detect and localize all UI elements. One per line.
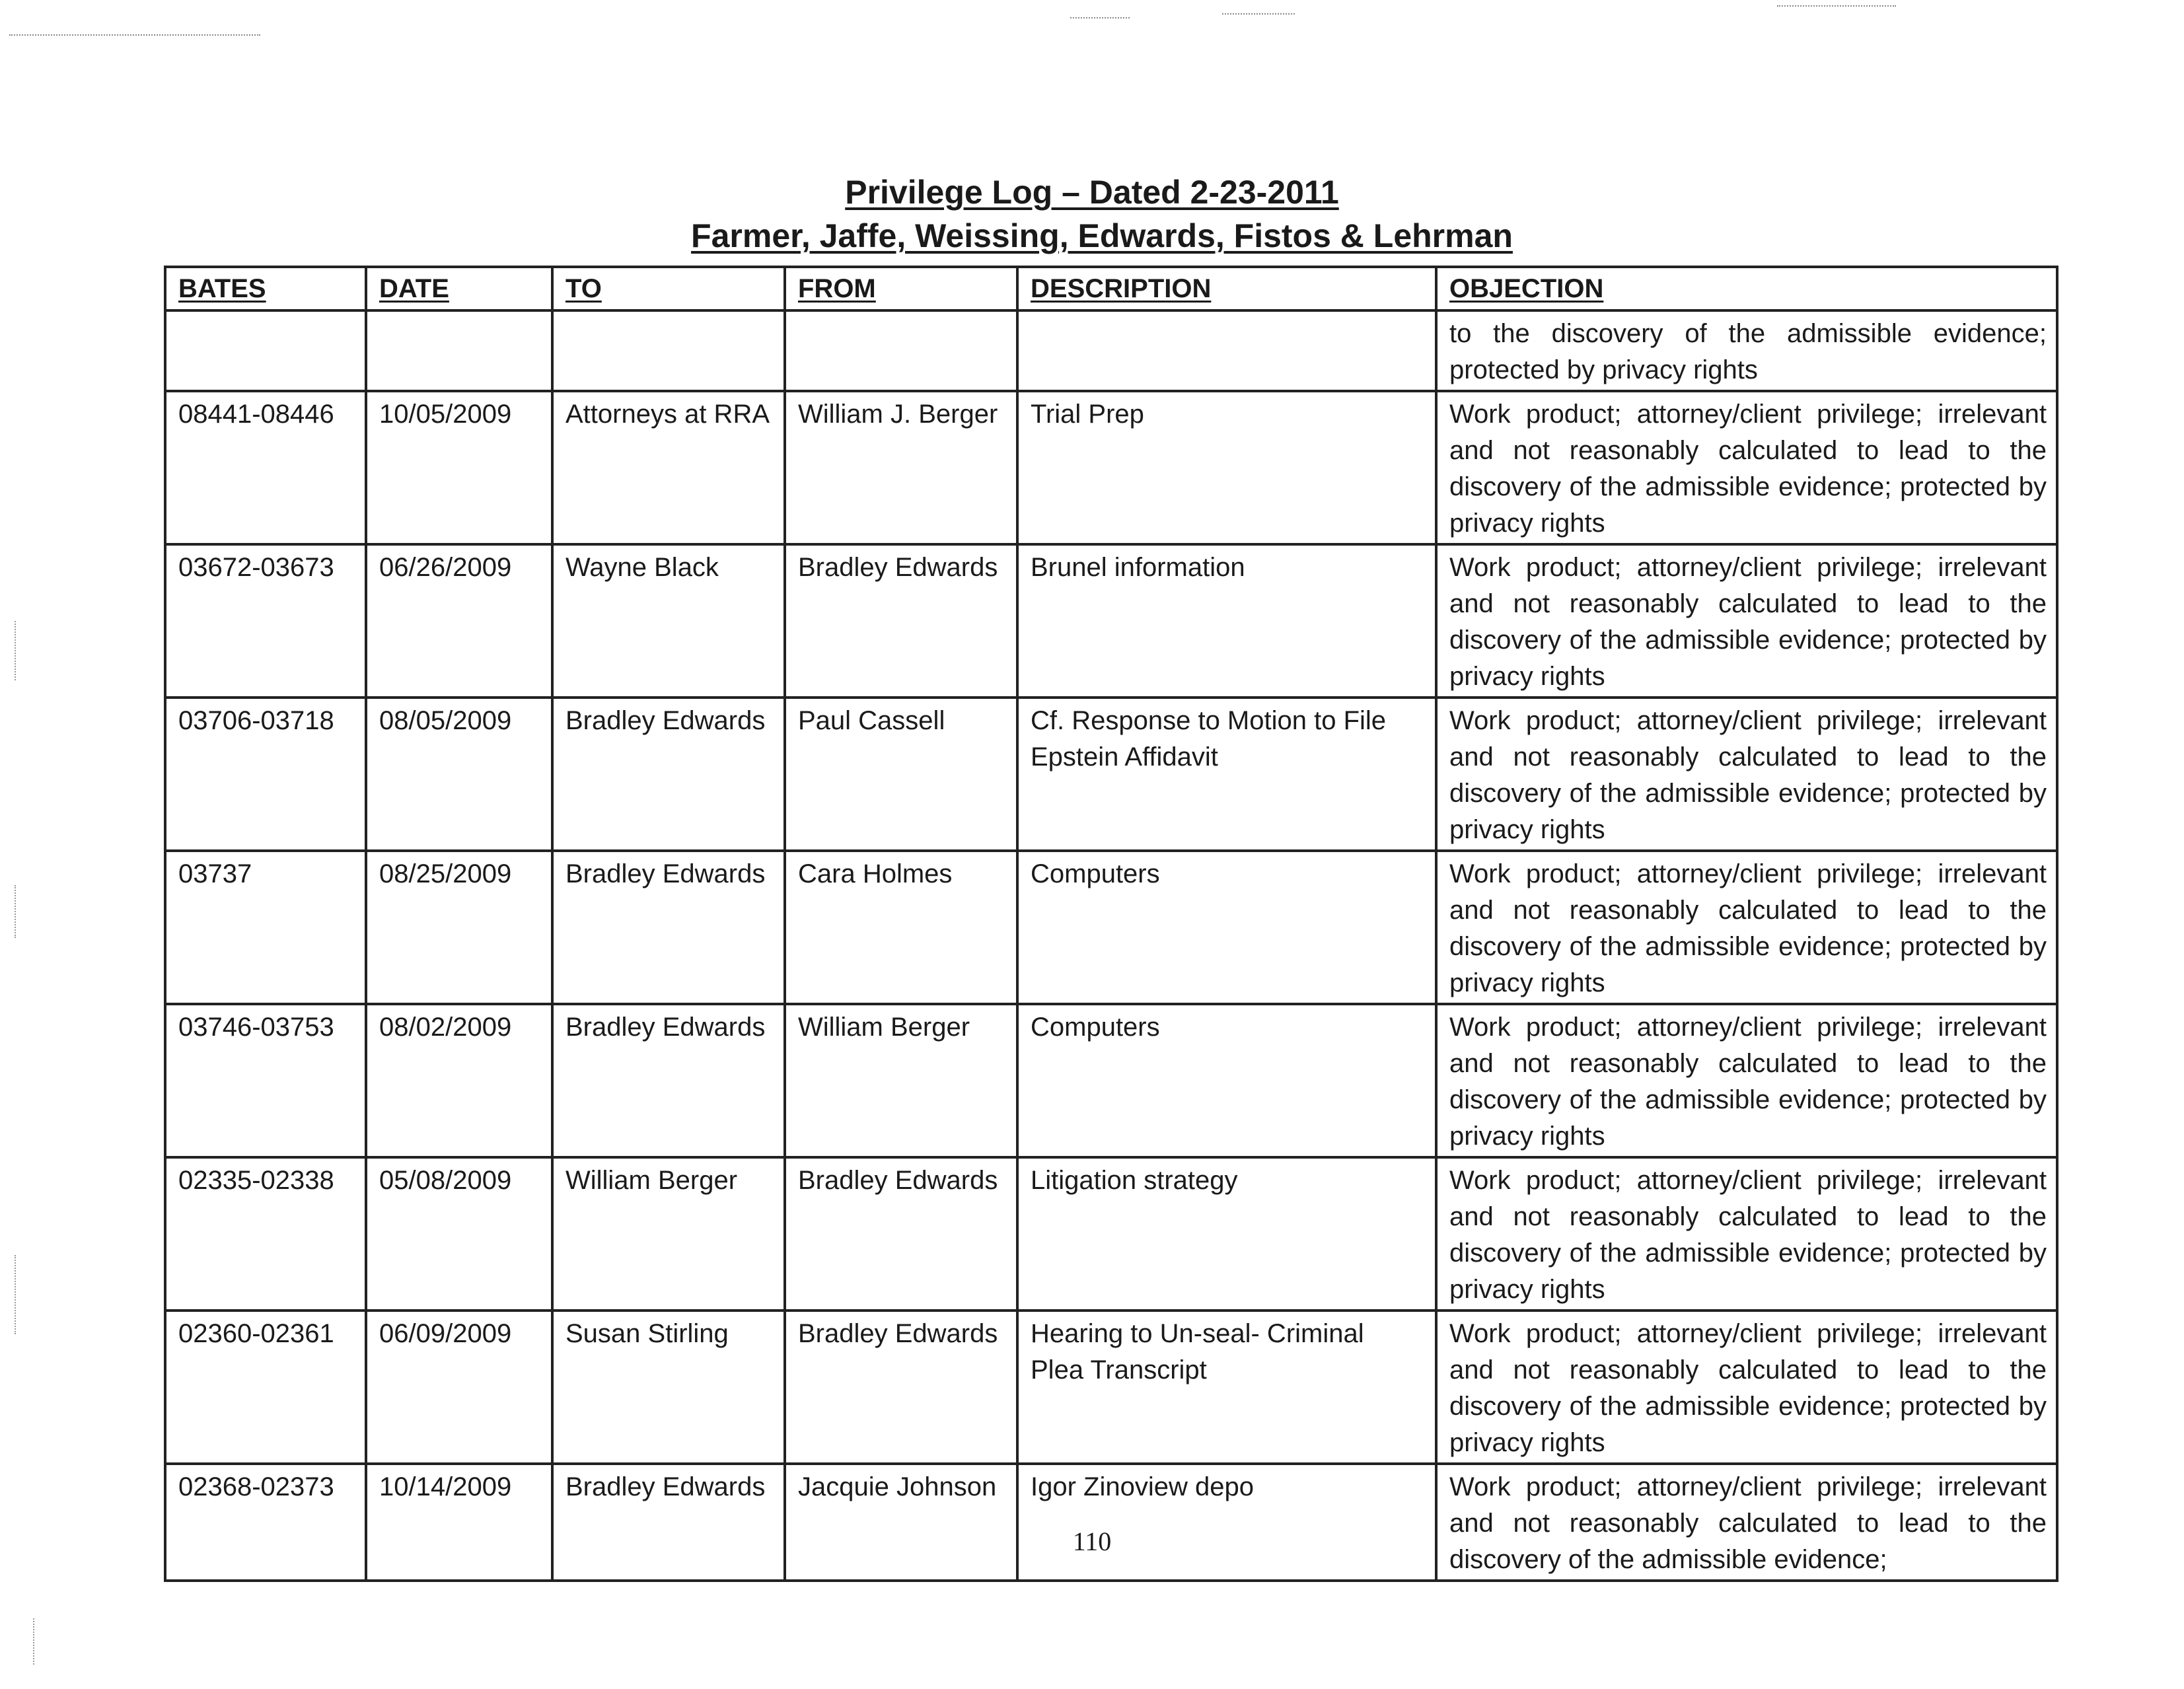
document-title xyxy=(0,170,2184,258)
scan-artifact xyxy=(1070,17,1130,18)
scan-artifact xyxy=(15,621,16,680)
cell-to: Attorneys at RRA xyxy=(552,391,785,544)
cell-description: Hearing to Un-seal- Criminal Plea Transcript xyxy=(1017,1311,1436,1464)
cell-to: Susan Stirling xyxy=(552,1311,785,1464)
table-row xyxy=(165,1004,2057,1157)
column-header-description: DESCRIPTION xyxy=(1017,267,1436,310)
table-row xyxy=(165,391,2057,544)
cell-date: 08/05/2009 xyxy=(366,698,552,851)
page-number: 110 xyxy=(1072,1527,1112,1556)
cell-date: 10/05/2009 xyxy=(366,391,552,544)
cell-objection: Work product; attorney/client privilege; irrelevant and not reasonably calculated to lead to the discovery of the admissible evidence; protected by privacy rights xyxy=(1436,851,2057,1004)
cell-description: Litigation strategy xyxy=(1017,1157,1436,1311)
cell-bates: 03706-03718 xyxy=(165,698,366,851)
column-header-to: TO xyxy=(552,267,785,310)
title-line-2: Farmer, Jaffe, Weissing, Edwards, Fistos & Lehrman xyxy=(691,217,1513,254)
scan-artifact xyxy=(1777,5,1896,7)
cell-description: Computers xyxy=(1017,851,1436,1004)
title-line-1: Privilege Log – Dated 2-23-2011 xyxy=(845,174,1339,211)
scan-artifact xyxy=(1222,13,1295,15)
cell-bates: 02360-02361 xyxy=(165,1311,366,1464)
privilege-log-table xyxy=(164,266,2058,1582)
table-row-continuation xyxy=(165,310,2057,391)
cell-description xyxy=(1017,310,1436,391)
cell-to: Bradley Edwards xyxy=(552,851,785,1004)
cell-objection: Work product; attorney/client privilege; irrelevant and not reasonably calculated to lead to the discovery of the admissible evidence; protected by privacy rights xyxy=(1436,1004,2057,1157)
cell-from: Paul Cassell xyxy=(785,698,1017,851)
cell-bates xyxy=(165,310,366,391)
column-header-bates: BATES xyxy=(165,267,366,310)
cell-objection: Work product; attorney/client privilege; irrelevant and not reasonably calculated to lead to the discovery of the admissible evidence; protected by privacy rights xyxy=(1436,544,2057,698)
cell-from: Jacquie Johnson xyxy=(785,1464,1017,1581)
cell-date: 06/09/2009 xyxy=(366,1311,552,1464)
cell-date: 06/26/2009 xyxy=(366,544,552,698)
cell-to xyxy=(552,310,785,391)
cell-to: Bradley Edwards xyxy=(552,698,785,851)
table-row xyxy=(165,1464,2057,1581)
cell-objection: Work product; attorney/client privilege; irrelevant and not reasonably calculated to lead to the discovery of the admissible evidence; protected by privacy rights xyxy=(1436,1157,2057,1311)
cell-bates: 02335-02338 xyxy=(165,1157,366,1311)
scan-artifact xyxy=(9,34,260,36)
cell-bates: 03672-03673 xyxy=(165,544,366,698)
cell-objection: Work product; attorney/client privilege; irrelevant and not reasonably calculated to lead to the discovery of the admissible evidence; protected by privacy rights xyxy=(1436,698,2057,851)
scan-artifact xyxy=(15,1255,16,1334)
cell-date xyxy=(366,310,552,391)
cell-from: Bradley Edwards xyxy=(785,1311,1017,1464)
cell-date: 08/25/2009 xyxy=(366,851,552,1004)
cell-to: Bradley Edwards xyxy=(552,1464,785,1581)
table-row xyxy=(165,698,2057,851)
cell-date: 05/08/2009 xyxy=(366,1157,552,1311)
cell-date: 08/02/2009 xyxy=(366,1004,552,1157)
cell-objection: Work product; attorney/client privilege; irrelevant and not reasonably calculated to lead to the discovery of the admissible evidence; protected by privacy rights xyxy=(1436,1311,2057,1464)
cell-bates: 03737 xyxy=(165,851,366,1004)
cell-from xyxy=(785,310,1017,391)
cell-description: Brunel information xyxy=(1017,544,1436,698)
cell-objection: Work product; attorney/client privilege; irrelevant and not reasonably calculated to lead to the discovery of the admissible evidence; xyxy=(1436,1464,2057,1581)
cell-to: Bradley Edwards xyxy=(552,1004,785,1157)
column-header-date: DATE xyxy=(366,267,552,310)
cell-objection: to the discovery of the admissible evidence; protected by privacy rights xyxy=(1436,310,2057,391)
table-row xyxy=(165,851,2057,1004)
cell-from: Bradley Edwards xyxy=(785,1157,1017,1311)
cell-description: Cf. Response to Motion to File Epstein Affidavit xyxy=(1017,698,1436,851)
cell-bates: 02368-02373 xyxy=(165,1464,366,1581)
cell-from: William Berger xyxy=(785,1004,1017,1157)
cell-to: William Berger xyxy=(552,1157,785,1311)
cell-from: Cara Holmes xyxy=(785,851,1017,1004)
cell-description: Computers xyxy=(1017,1004,1436,1157)
cell-from: William J. Berger xyxy=(785,391,1017,544)
scan-artifact xyxy=(33,1618,34,1665)
cell-date: 10/14/2009 xyxy=(366,1464,552,1581)
cell-from: Bradley Edwards xyxy=(785,544,1017,698)
table-header-row xyxy=(165,267,2057,310)
table-row xyxy=(165,1157,2057,1311)
column-header-objection: OBJECTION xyxy=(1436,267,2057,310)
cell-description: Igor Zinoview depo xyxy=(1017,1464,1436,1581)
scan-artifact xyxy=(15,885,16,938)
cell-bates: 03746-03753 xyxy=(165,1004,366,1157)
cell-to: Wayne Black xyxy=(552,544,785,698)
column-header-from: FROM xyxy=(785,267,1017,310)
cell-objection: Work product; attorney/client privilege; irrelevant and not reasonably calculated to lead to the discovery of the admissible evidence; protected by privacy rights xyxy=(1436,391,2057,544)
cell-bates: 08441-08446 xyxy=(165,391,366,544)
table-row xyxy=(165,544,2057,698)
cell-description: Trial Prep xyxy=(1017,391,1436,544)
table-row xyxy=(165,1311,2057,1464)
